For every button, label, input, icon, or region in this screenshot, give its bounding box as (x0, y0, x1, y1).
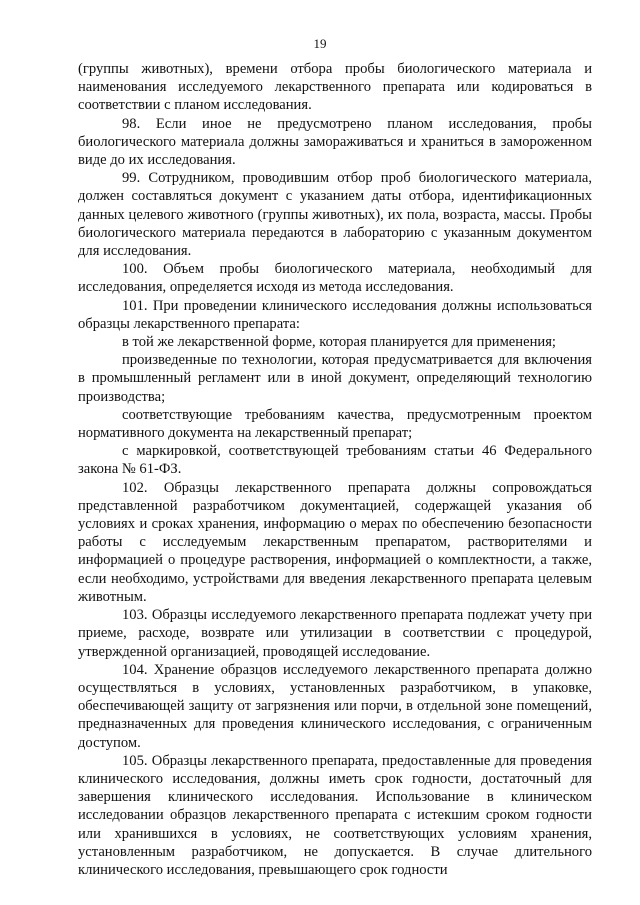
paragraph: 105. Образцы лекарственного препарата, предоставленные для проведения клинического исследования, должны иметь срок годности, достаточный для завершения клинического исследования. Использование в клиническом исследовании образцов лекарственного препарата с истекшим сроком годности или хранившихся в условиях, не соответствующих условиям хранения, установленным разработчиком, не допускается. В случае длительного клинического исследования, превышающего срок годности (78, 752, 592, 878)
paragraph: 101. При проведении клинического исследования должны использоваться образцы лекарственного препарата: (78, 297, 592, 332)
paragraph: с маркировкой, соответствующей требованиям статьи 46 Федерального закона № 61-ФЗ. (78, 443, 592, 478)
paragraph: 99. Сотрудником, проводившим отбор проб биологического материала, должен составляться документ с указанием даты отбора, идентификационных данных целевого животного (группы животных), их пола, возраста, массы. Пробы биологического материала передаются в лабораторию с указанным документом для исследования. (78, 170, 592, 260)
paragraph: соответствующие требованиям качества, предусмотренным проектом нормативного документа на лекарственный препарат; (78, 406, 592, 442)
paragraph: 104. Хранение образцов исследуемого лекарственного препарата должно осуществляться в условиях, установленных разработчиком, в упаковке, обеспечивающей защиту от загрязнения или порчи, в отдельной зоне помещений, предназначенных для проведения клинического исследования, с ограниченным доступом. (78, 661, 592, 751)
paragraph: 100. Объем пробы биологического материала, необходимый для исследования, определяется исходя из метода исследования. (78, 261, 592, 296)
paragraph: 102. Образцы лекарственного препарата должны сопровождаться представленной разработчиком документацией, содержащей указания об условиях и сроках хранения, информацию о мерах по обеспечению безопасности работы с исследуемым лекарственным препаратом, растворителями и информацией о процедуре растворения, информацией о комплектности, а также, если необходимо, устройствами для введения лекарственного препарата целевым животным. (78, 479, 592, 605)
paragraph: 98. Если иное не предусмотрено планом исследования, пробы биологического материала должны замораживаться и храниться в замороженном виде до их исследования. (78, 115, 592, 169)
paragraph: 103. Образцы исследуемого лекарственного препарата подлежат учету при приеме, расходе, возврате или утилизации в соответствии с процедурой, утвержденной организацией, проводящей исследование. (78, 607, 592, 660)
paragraph: произведенные по технологии, которая предусматривается для включения в промышленный регламент или в иной документ, определяющий технологию производства; (78, 352, 592, 405)
paragraph: (группы животных), времени отбора пробы биологического материала и наименования исследуемого лекарственного препарата или кодироваться в соответствии с планом исследования. (78, 61, 592, 114)
page-number: 19 (313, 36, 327, 51)
paragraph: в той же лекарственной форме, которая планируется для применения; (122, 334, 556, 351)
document-body (78, 60, 592, 879)
